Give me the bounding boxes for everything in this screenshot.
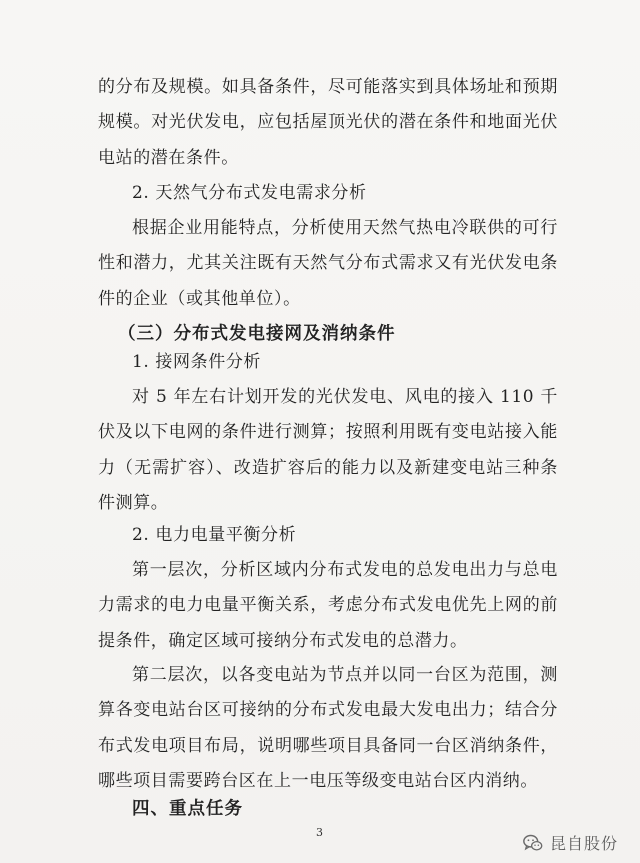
page-number: 3 bbox=[316, 826, 323, 839]
subheading-gas-demand: 2. 天然气分布式发电需求分析 bbox=[132, 183, 367, 203]
subheading-power-balance: 2. 电力电量平衡分析 bbox=[132, 525, 297, 545]
paragraph-distribution-scale: 的分布及规模。如具备条件，尽可能落实到具体场址和预期规模。对光伏发电，应包括屋顶光伏的潜在条件和地面光伏电站的潜在条件。 bbox=[98, 77, 558, 168]
subheading-connection-analysis: 1. 接网条件分析 bbox=[132, 352, 262, 372]
paragraph-connection-analysis: 对 5 年左右计划开发的光伏发电、风电的接入 110 千伏及以下电网的条件进行测算；按照利用既有变电站接入能力（无需扩容）、改造扩容后的能力以及新建变电站三种条件测算。 bbox=[98, 387, 558, 513]
watermark-text: 昆自股份 bbox=[550, 834, 619, 853]
section-heading-grid-connection: （三）分布式发电接网及消纳条件 bbox=[118, 324, 396, 344]
watermark bbox=[522, 831, 618, 854]
paragraph-gas-demand: 根据企业用能特点，分析使用天然气热电冷联供的可行性和潜力，尤其关注既有天然气分布式需求又有光伏发电条件的企业（或其他单位）。 bbox=[98, 218, 558, 309]
paragraph-second-level: 第二层次，以各变电站为节点并以同一台区为范围，测算各变电站台区可接纳的分布式发电最大发电出力；结合分布式发电项目布局，说明哪些项目具备同一台区消纳条件，哪些项目需要跨台区在上一电压等级变电站台区内消纳。 bbox=[98, 665, 558, 791]
paragraph-first-level: 第一层次，分析区域内分布式发电的总发电出力与总电力需求的电力电量平衡关系，考虑分布式发电优先上网的前提条件，确定区域可接纳分布式发电的总潜力。 bbox=[98, 560, 558, 651]
wechat-icon bbox=[522, 832, 544, 854]
section-heading-key-tasks: 四、重点任务 bbox=[132, 799, 243, 819]
